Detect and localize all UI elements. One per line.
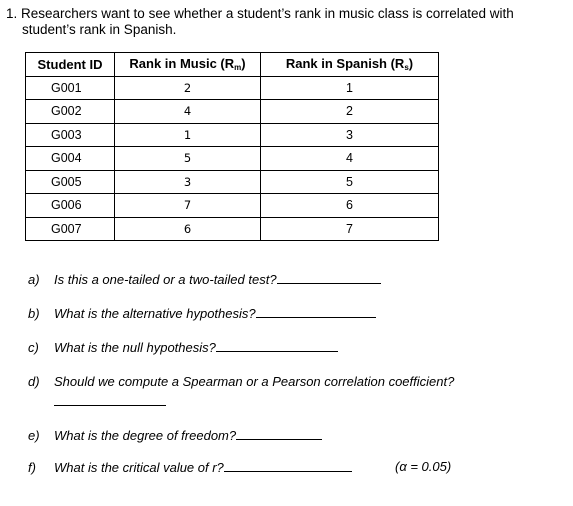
cell-student-id: G005 [26,170,115,194]
header-student-id: Student ID [26,53,115,77]
answer-blank-c[interactable] [216,339,338,352]
cell-music-rank: 5 [115,147,261,171]
answer-blank-a[interactable] [277,271,381,284]
cell-music-rank: 4 [115,100,261,124]
cell-spanish-rank: 5 [261,170,439,194]
sub-question-f [28,459,352,475]
alpha-level-note: (α = 0.05) [395,459,452,474]
table-header-row [26,53,439,77]
question-line-2: student’s rank in Spanish. [22,22,177,37]
cell-music-rank: 2 [115,76,261,100]
cell-spanish-rank: 2 [261,100,439,124]
sub-question-text: What is the alternative hypothesis? [54,306,256,321]
sub-question-letter: c) [28,340,39,355]
sub-question-d [28,374,454,389]
cell-student-id: G003 [26,123,115,147]
sub-question-e [28,427,322,443]
cell-spanish-rank: 6 [261,194,439,218]
cell-student-id: G004 [26,147,115,171]
table-row [26,170,439,194]
sub-question-text: What is the critical value of r? [54,460,224,475]
sub-question-a [28,271,381,287]
sub-question-text: Is this a one-tailed or a two-tailed test? [54,272,277,287]
header-rank-music: Rank in Music $(R_m)$ [115,53,261,77]
sub-question-text: What is the null hypothesis? [54,340,216,355]
sub-question-letter: d) [28,374,40,389]
table-row [26,147,439,171]
cell-student-id: G006 [26,194,115,218]
answer-blank-f[interactable] [224,459,352,472]
answer-blank-b[interactable] [256,305,376,318]
sub-question-letter: e) [28,428,40,443]
cell-spanish-rank: 1 [261,76,439,100]
answer-line-d [54,393,166,409]
answer-blank-e[interactable] [236,427,322,440]
cell-student-id: G001 [26,76,115,100]
question-prompt [6,6,566,38]
table-row [26,217,439,241]
table-row [26,194,439,218]
cell-music-rank: 3 [115,170,261,194]
sub-question-text: Should we compute a Spearman or a Pearson correlation coefficient? [54,374,455,389]
sub-question-b [28,305,376,321]
sub-question-text: What is the degree of freedom? [54,428,237,443]
cell-spanish-rank: 7 [261,217,439,241]
table-row [26,123,439,147]
question-line-1: 1. Researchers want to see whether a student’s rank in music class is correlated with [6,6,514,21]
rank-table [25,52,439,241]
cell-spanish-rank: 3 [261,123,439,147]
answer-blank-d[interactable] [54,393,166,406]
sub-question-c [28,339,338,355]
table-row [26,76,439,100]
cell-music-rank: 1 [115,123,261,147]
cell-music-rank: 6 [115,217,261,241]
sub-question-letter: a) [28,272,40,287]
cell-student-id: G007 [26,217,115,241]
cell-music-rank: 7 [115,194,261,218]
sub-question-letter: f) [28,460,36,475]
header-rank-spanish: Rank in Spanish $(R_s)$ [261,53,439,77]
cell-student-id: G002 [26,100,115,124]
sub-question-letter: b) [28,306,40,321]
cell-spanish-rank: 4 [261,147,439,171]
table-row [26,100,439,124]
